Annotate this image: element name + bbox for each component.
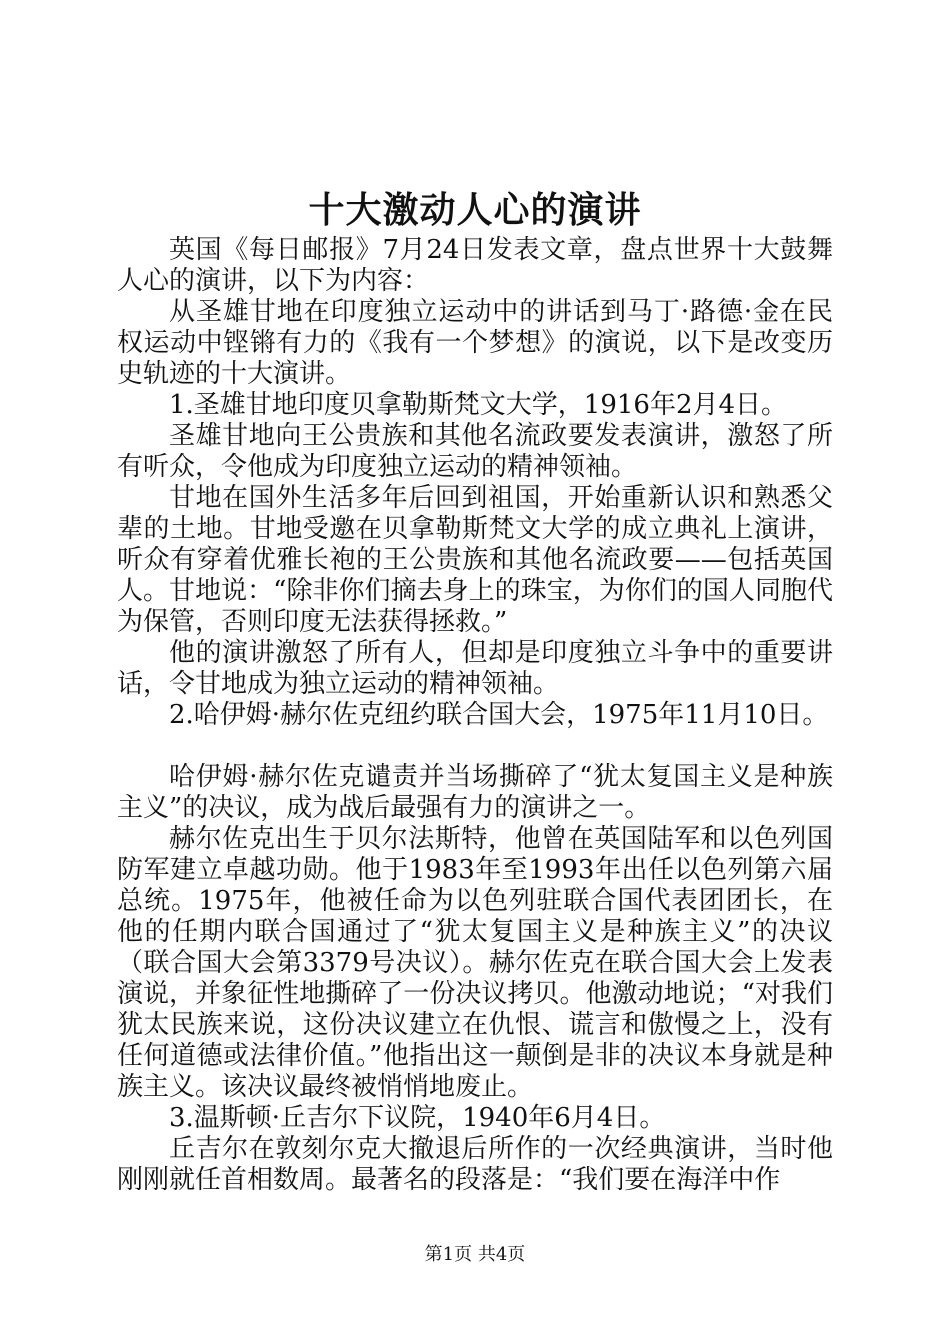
paragraph: 圣雄甘地向王公贵族和其他名流政要发表演讲，激怒了所有听众，令他成为印度独立运动的精神领袖。 bbox=[117, 421, 833, 482]
section-heading-3: 3.温斯顿·丘吉尔下议院，1940年6月4日。 bbox=[169, 1103, 666, 1133]
document-body bbox=[117, 235, 833, 1196]
paragraph: 丘吉尔在敦刻尔克大撤退后所作的一次经典演讲，当时他刚刚就任首相数周。最著名的段落是：“我们要在海洋中作 bbox=[117, 1134, 833, 1195]
paragraph: 英国《每日邮报》7月24日发表文章，盘点世界十大鼓舞人心的演讲，以下为内容： bbox=[117, 235, 833, 296]
section-heading-2: 2.哈伊姆·赫尔佐克纽约联合国大会，1975年11月10日。 bbox=[169, 700, 829, 730]
paragraph: 赫尔佐克出生于贝尔法斯特，他曾在英国陆军和以色列国防军建立卓越功勋。他于1983年至1993年出任以色列第六届总统。1975年，他被任命为以色列驻联合国代表团团长，在他的任期内联合国通过了“犹太复国主义是种族主义”的决议（联合国大会第3379号决议）。赫尔佐克在联合国大会上发表演说，并象征性地撕碎了一份决议拷贝。他激动地说；“对我们犹太民族来说，这份决议建立在仇恨、谎言和傲慢之上，没有任何道德或法律价值。”他指出这一颠倒是非的决议本身就是种族主义。该决议最终被悄悄地废止。 bbox=[117, 824, 833, 1102]
section-heading-1: 1.圣雄甘地印度贝拿勒斯梵文大学，1916年2月4日。 bbox=[169, 390, 788, 420]
blank-line bbox=[117, 731, 833, 762]
paragraph: 哈伊姆·赫尔佐克谴责并当场撕碎了“犹太复国主义是种族主义”的决议，成为战后最强有力的演讲之一。 bbox=[117, 762, 833, 823]
paragraph: 他的演讲激怒了所有人，但却是印度独立斗争中的重要讲话，令甘地成为独立运动的精神领袖。 bbox=[117, 638, 833, 699]
page-title: 十大激动人心的演讲 bbox=[308, 189, 642, 231]
page-number-footer: 第1页 共4页 bbox=[424, 1244, 526, 1265]
paragraph: 从圣雄甘地在印度独立运动中的讲话到马丁·路德·金在民权运动中铿锵有力的《我有一个梦想》的演说，以下是改变历史轨迹的十大演讲。 bbox=[117, 297, 833, 389]
paragraph: 甘地在国外生活多年后回到祖国，开始重新认识和熟悉父辈的土地。甘地受邀在贝拿勒斯梵文大学的成立典礼上演讲，听众有穿着优雅长袍的王公贵族和其他名流政要——包括英国人。甘地说：“除非你们摘去身上的珠宝，为你们的国人同胞代为保管，否则印度无法获得拯救。” bbox=[117, 483, 833, 637]
